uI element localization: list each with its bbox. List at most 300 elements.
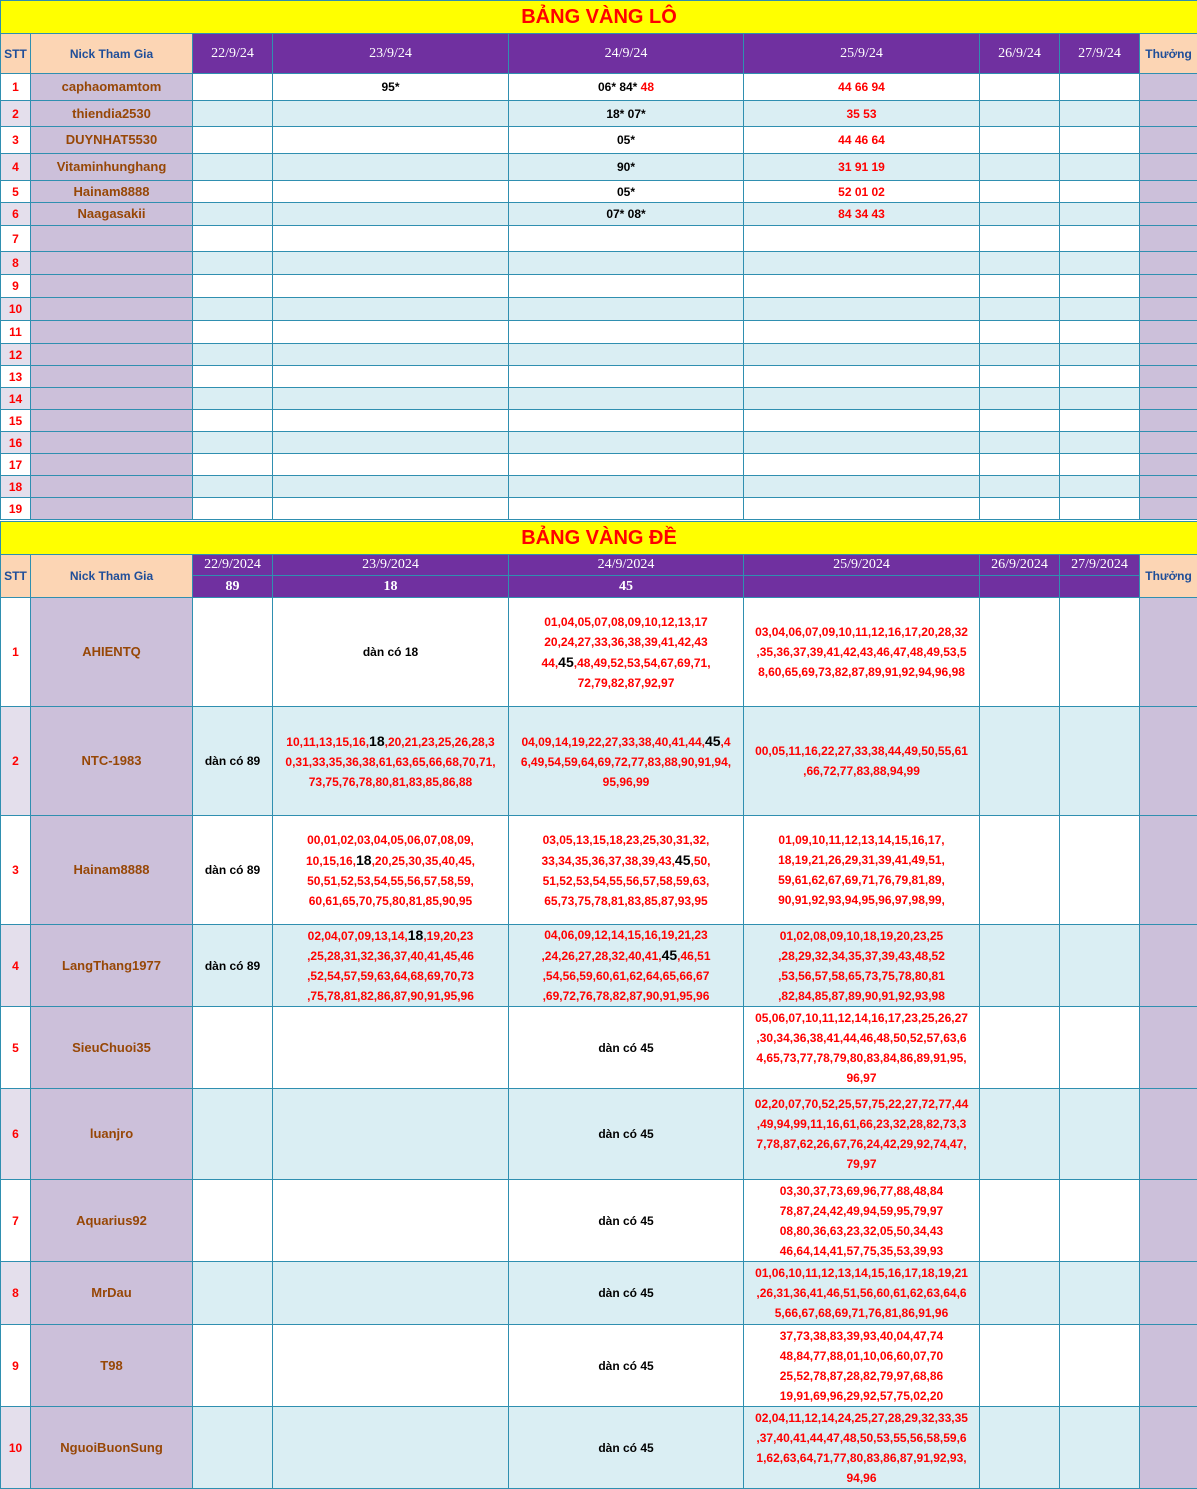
de-cell-d25 [744,1325,980,1407]
de-table [0,521,1197,1489]
highlight-number: 45 [674,851,691,868]
lo-row [1,154,1197,181]
lo-cell-d24 [509,226,744,252]
lo-header-date: 26/9/24 [980,34,1060,74]
row-nick: thiendia2530 [31,101,193,127]
lo-cell-d23 [273,476,509,498]
lo-row [1,321,1197,344]
lo-cell-d25 [744,454,980,476]
row-thuong [1140,598,1197,707]
row-thuong [1140,925,1197,1007]
cell-text: 02,20,07,70,52,25,57,75,22,27,72,77,44 ,49,94,99,11,16,61,66,23,32,28,82,73,3 7,78,87,62,26,67,76,24,42,29,92,74,47, 79,97 [754,1097,969,1171]
lo-cell-d23 [273,321,509,344]
lo-cell-d25: 44 46 64 [744,127,980,154]
lo-cell-d24-black: 05* [616,133,636,147]
lo-cell-d24-black: 05* [616,184,636,199]
row-nick: LangThang1977 [31,925,193,1007]
de-cell-d27 [1060,1007,1140,1089]
lo-cell-d25 [744,498,980,520]
de-row [1,707,1197,816]
lo-cell-d23 [273,366,509,388]
row-stt: 11 [1,321,31,344]
lo-cell-d26 [980,498,1060,520]
row-nick: NguoiBuonSung [31,1407,193,1489]
lo-row [1,252,1197,275]
de-cell-d25 [744,1407,980,1489]
lo-row [1,127,1197,154]
de-cell-d26 [980,1407,1060,1489]
lo-cell-d25 [744,344,980,366]
row-thuong [1140,816,1197,925]
lo-cell-d22 [193,181,273,203]
de-cell-d23 [273,1180,509,1262]
highlight-number: 45 [704,732,721,749]
row-nick: MrDau [31,1262,193,1325]
row-thuong [1140,454,1197,476]
lo-row [1,410,1197,432]
de-cell-d22 [193,707,273,816]
lo-cell-d22 [193,203,273,226]
lo-cell-d25 [744,298,980,321]
cell-text: dàn có 18 [362,645,419,659]
lo-cell-d25 [744,432,980,454]
lo-cell-d26 [980,432,1060,454]
lo-cell-d23 [273,226,509,252]
row-stt: 10 [1,1407,31,1489]
number-segment: 00,01,02,03,04,05,06,07,08,09, 10,15,16, [305,832,474,868]
number-segment: 10,11,13,15,16, [286,734,370,749]
lo-table [0,0,1197,520]
lo-cell-d25: 84 34 43 [744,203,980,226]
lo-row [1,344,1197,366]
lo-row [1,454,1197,476]
lo-cell-d22 [193,432,273,454]
de-cell-d25 [744,1180,980,1262]
cell-text: dàn có 45 [598,1127,654,1141]
row-thuong [1140,388,1197,410]
lo-cell-d27 [1060,454,1140,476]
lo-cell-d26 [980,252,1060,275]
lo-cell-d26 [980,203,1060,226]
row-stt: 14 [1,388,31,410]
de-cell-d23 [273,707,509,816]
de-cell-d26 [980,1180,1060,1262]
lo-cell-d25 [744,388,980,410]
lo-cell-d25 [744,410,980,432]
row-nick: Hainam8888 [31,816,193,925]
lo-cell-d23 [273,344,509,366]
de-cell-d25 [744,707,980,816]
row-nick [31,226,193,252]
row-nick [31,366,193,388]
de-cell-d23 [273,1089,509,1180]
de-header-date: 22/9/2024 [193,555,273,576]
lo-cell-d23 [273,203,509,226]
de-title: BẢNG VÀNG ĐỀ [1,522,1197,555]
lo-cell-d24 [509,498,744,520]
lo-cell-d22 [193,127,273,154]
lo-cell-d27 [1060,298,1140,321]
number-segment: ,48,49,52,53,54,67,69,71, 72,79,82,87,92,97 [573,655,711,690]
lo-cell-d27 [1060,252,1140,275]
lo-cell-d25 [744,476,980,498]
lo-cell-d22 [193,226,273,252]
lo-cell-d25 [744,252,980,275]
row-stt: 8 [1,1262,31,1325]
cell-text: 05,06,07,10,11,12,14,16,17,23,25,26,27 ,30,34,36,38,41,44,46,48,50,52,57,63,6 4,65,73,77,78,79,80,83,84,86,89,91,95, 96,97 [755,1010,968,1085]
cell-text: dàn có 45 [598,1440,654,1455]
de-row [1,598,1197,707]
de-cell-d25 [744,1007,980,1089]
row-nick [31,344,193,366]
lo-cell-d27 [1060,275,1140,298]
row-stt: 8 [1,252,31,275]
lo-cell-d24 [509,74,744,101]
row-thuong [1140,476,1197,498]
row-stt: 19 [1,498,31,520]
lo-cell-d24 [509,454,744,476]
row-stt: 12 [1,344,31,366]
lo-header-nick: Nick Tham Gia [31,34,193,74]
row-nick: DUYNHAT5530 [31,127,193,154]
row-thuong [1140,410,1197,432]
lo-cell-d23: 95* [273,74,509,101]
de-cell-d23 [273,1325,509,1407]
row-thuong [1140,707,1197,816]
row-stt: 3 [1,816,31,925]
lo-cell-d24 [509,275,744,298]
lo-cell-d27 [1060,432,1140,454]
lo-row [1,181,1197,203]
lo-cell-d26 [980,74,1060,101]
row-thuong [1140,432,1197,454]
lo-cell-d24 [509,432,744,454]
lo-cell-d26 [980,476,1060,498]
lo-cell-d24-black: 90* [616,160,636,174]
number-segment: ,19,20,23 ,25,28,31,32,36,37,40,41,45,46 ,52,54,57,59,63,64,68,69,70,73 ,75,78,81,82,86,87,90,91,95,96 [307,929,474,1003]
row-stt: 4 [1,154,31,181]
lo-cell-d26 [980,298,1060,321]
de-cell-d26 [980,816,1060,925]
de-cell-d25 [744,598,980,707]
row-thuong [1140,154,1197,181]
cell-text: 03,04,06,07,09,10,11,12,16,17,20,28,32 ,35,36,37,39,41,42,43,46,47,48,49,53,5 8,60,65,69,73,82,87,89,91,92,94,96,98 [755,625,968,679]
de-cell-d27 [1060,598,1140,707]
lo-cell-d27 [1060,181,1140,203]
lo-header-thuong: Thưởng [1140,34,1197,74]
number-segment: ,50, 51,52,53,54,55,56,57,58,59,63, 65,73,75,78,81,83,85,87,93,95 [542,853,711,908]
lo-cell-d27 [1060,388,1140,410]
cell-text: 00,05,11,16,22,27,33,38,44,49,50,55,61 ,66,72,77,83,88,94,99 [755,744,968,778]
lo-cell-d27 [1060,226,1140,252]
lo-cell-d24 [509,101,744,127]
lo-cell-d26 [980,101,1060,127]
cell-text: 02,04,11,12,14,24,25,27,28,29,32,33,35 ,37,40,41,44,47,48,50,53,55,56,58,59,6 1,62,63,64,71,77,80,83,86,87,91,92,93, 94,96 [755,1410,968,1485]
row-thuong [1140,1007,1197,1089]
de-cell-d27 [1060,816,1140,925]
de-cell-d24 [509,1407,744,1489]
lo-cell-d26 [980,275,1060,298]
row-thuong [1140,1180,1197,1262]
de-cell-d27 [1060,707,1140,816]
lo-cell-d23 [273,388,509,410]
highlight-number: 18 [407,927,424,943]
row-stt: 5 [1,1007,31,1089]
lo-cell-d23 [273,498,509,520]
de-cell-d26 [980,598,1060,707]
lo-cell-d24 [509,154,744,181]
de-cell-d23 [273,1262,509,1325]
de-cell-d22 [193,1407,273,1489]
cell-text: dàn có 89 [204,754,261,768]
de-cell-d27 [1060,1180,1140,1262]
lo-header-date: 27/9/24 [1060,34,1140,74]
de-result: 18 [273,576,509,598]
cell-text: dàn có 89 [204,863,261,877]
lo-cell-d26 [980,127,1060,154]
highlight-number: 45 [661,947,678,963]
de-cell-d26 [980,1089,1060,1180]
cell-text: dàn có 45 [598,1358,654,1373]
lo-cell-d27 [1060,498,1140,520]
de-cell-d24 [509,816,744,925]
lo-cell-d23 [273,410,509,432]
lo-cell-d23 [273,454,509,476]
number-segment: ,4 6,49,54,59,64,69,72,77,83,88,90,91,94, 95,96,99 [520,734,732,789]
de-cell-d26 [980,1325,1060,1407]
lo-cell-d23 [273,101,509,127]
lo-row [1,498,1197,520]
lo-row [1,298,1197,321]
lo-header-date: 23/9/24 [273,34,509,74]
lo-cell-d24 [509,476,744,498]
row-nick: Naagasakii [31,203,193,226]
de-row [1,1007,1197,1089]
de-cell-d24 [509,598,744,707]
de-cell-d25 [744,816,980,925]
lo-cell-d24-black: 07* 08* [606,207,646,221]
de-cell-d27 [1060,1407,1140,1489]
row-thuong [1140,203,1197,226]
lo-row [1,432,1197,454]
row-thuong [1140,498,1197,520]
lo-cell-d22 [193,410,273,432]
lo-cell-d22 [193,252,273,275]
de-cell-d27 [1060,1262,1140,1325]
lo-cell-d24 [509,321,744,344]
de-result: 45 [509,576,744,598]
lo-cell-d25 [744,226,980,252]
de-row [1,1180,1197,1262]
row-stt: 9 [1,1325,31,1407]
lo-cell-d24 [509,388,744,410]
lo-cell-d22 [193,275,273,298]
de-cell-d27 [1060,925,1140,1007]
row-thuong [1140,366,1197,388]
row-nick [31,252,193,275]
highlight-number: 18 [369,732,385,749]
de-cell-d25 [744,1262,980,1325]
lo-cell-d23 [273,275,509,298]
de-cell-d27 [1060,1325,1140,1407]
de-result: 89 [193,576,273,598]
number-segment: ,20,21,23,25,26,28,3 0,31,33,35,36,38,61,63,65,66,68,70,71, 73,75,76,78,80,81,83,85,86,88 [285,734,496,789]
de-result [1060,576,1140,598]
row-thuong [1140,298,1197,321]
cell-text: 01,06,10,11,12,13,14,15,16,17,18,19,21 ,26,31,36,41,46,51,56,60,61,62,63,64,6 5,66,67,68,69,71,76,81,86,91,96 [755,1266,968,1320]
lo-header-date: 22/9/24 [193,34,273,74]
lo-cell-d23 [273,154,509,181]
de-cell-d22 [193,1007,273,1089]
de-cell-d23 [273,598,509,707]
cell-text: 03,30,37,73,69,96,77,88,48,84 78,87,24,42,49,94,59,95,79,97 08,80,36,63,23,32,05,50,34,43 46,64,14,41,57,75,35,53,39,93 [779,1183,944,1258]
de-cell-d22 [193,1325,273,1407]
row-nick [31,498,193,520]
row-nick [31,321,193,344]
de-cell-d26 [980,1007,1060,1089]
highlight-number: 45 [558,653,574,670]
row-stt: 6 [1,1089,31,1180]
lo-header-stt: STT [1,34,31,74]
row-stt: 18 [1,476,31,498]
lo-cell-d24 [509,181,744,203]
row-thuong [1140,1262,1197,1325]
de-row [1,1325,1197,1407]
row-thuong [1140,275,1197,298]
lo-row [1,275,1197,298]
lo-row [1,476,1197,498]
de-cell-d23 [273,925,509,1007]
row-nick: luanjro [31,1089,193,1180]
cell-text: dàn có 45 [598,1040,654,1055]
row-stt: 1 [1,598,31,707]
lo-row [1,388,1197,410]
row-nick [31,432,193,454]
de-result [980,576,1060,598]
lo-cell-d27 [1060,101,1140,127]
lo-cell-d26 [980,154,1060,181]
lo-row [1,366,1197,388]
lo-cell-d22 [193,154,273,181]
lo-cell-d27 [1060,154,1140,181]
row-nick: AHIENTQ [31,598,193,707]
lo-cell-d24-black: 18* 07* [606,106,646,121]
lo-cell-d24 [509,203,744,226]
lo-cell-d27 [1060,321,1140,344]
row-nick: NTC-1983 [31,707,193,816]
lo-cell-d26 [980,410,1060,432]
de-cell-d24 [509,1007,744,1089]
row-stt: 1 [1,74,31,101]
de-cell-d27 [1060,1089,1140,1180]
row-thuong [1140,127,1197,154]
row-thuong [1140,181,1197,203]
highlight-number: 18 [356,851,372,868]
de-row [1,1262,1197,1325]
de-cell-d24 [509,1089,744,1180]
row-stt: 5 [1,181,31,203]
de-header-nick: Nick Tham Gia [31,555,193,598]
de-result [744,576,980,598]
de-header-stt: STT [1,555,31,598]
row-nick [31,454,193,476]
number-segment: 01,04,05,07,08,09,10,12,13,17 20,24,27,33,36,38,39,41,42,43 44, [541,614,708,670]
row-nick: Vitaminhunghang [31,154,193,181]
lo-cell-d23 [273,298,509,321]
de-row [1,1089,1197,1180]
row-stt: 16 [1,432,31,454]
lo-cell-d25: 44 66 94 [744,74,980,101]
row-stt: 3 [1,127,31,154]
lo-cell-d25: 52 01 02 [744,181,980,203]
lo-cell-d22 [193,366,273,388]
number-segment: 04,09,14,19,22,27,33,38,40,41,44, [521,734,705,749]
lo-cell-d24 [509,366,744,388]
lo-cell-d26 [980,388,1060,410]
row-stt: 10 [1,298,31,321]
row-nick [31,476,193,498]
de-row [1,925,1197,1007]
row-nick [31,410,193,432]
row-nick [31,388,193,410]
de-cell-d22 [193,1180,273,1262]
cell-text: dàn có 45 [598,1286,654,1300]
row-thuong [1140,252,1197,275]
lo-cell-d26 [980,226,1060,252]
number-segment: 02,04,07,09,13,14, [307,929,408,943]
row-nick [31,298,193,321]
row-stt: 7 [1,1180,31,1262]
lo-title: BẢNG VÀNG LÔ [1,1,1197,34]
row-stt: 6 [1,203,31,226]
lo-cell-d23 [273,127,509,154]
row-stt: 13 [1,366,31,388]
row-thuong [1140,1089,1197,1180]
row-nick [31,275,193,298]
lo-row [1,203,1197,226]
de-header-date: 26/9/2024 [980,555,1060,576]
row-nick: Hainam8888 [31,181,193,203]
lo-cell-d23 [273,181,509,203]
cell-text: dàn có 89 [204,958,261,973]
de-cell-d22 [193,1089,273,1180]
de-cell-d23 [273,1407,509,1489]
lo-cell-d22 [193,298,273,321]
number-segment: ,46,51 ,54,56,59,60,61,62,64,65,66,67 ,69,72,76,78,82,87,90,91,95,96 [542,949,711,1003]
de-header-date: 27/9/2024 [1060,555,1140,576]
row-stt: 2 [1,101,31,127]
de-cell-d24 [509,707,744,816]
lo-cell-d24-red: 48 [640,80,655,94]
lo-cell-d25 [744,321,980,344]
lo-cell-d23 [273,252,509,275]
lo-cell-d22 [193,101,273,127]
lo-cell-d27 [1060,127,1140,154]
row-thuong [1140,1407,1197,1489]
de-cell-d22 [193,816,273,925]
lo-cell-d22 [193,344,273,366]
row-nick: T98 [31,1325,193,1407]
de-cell-d23 [273,816,509,925]
row-stt: 7 [1,226,31,252]
row-nick: Aquarius92 [31,1180,193,1262]
lo-cell-d22 [193,476,273,498]
lo-cell-d22 [193,454,273,476]
de-header-date: 23/9/2024 [273,555,509,576]
de-cell-d22 [193,598,273,707]
row-thuong [1140,1325,1197,1407]
lo-cell-d22 [193,74,273,101]
